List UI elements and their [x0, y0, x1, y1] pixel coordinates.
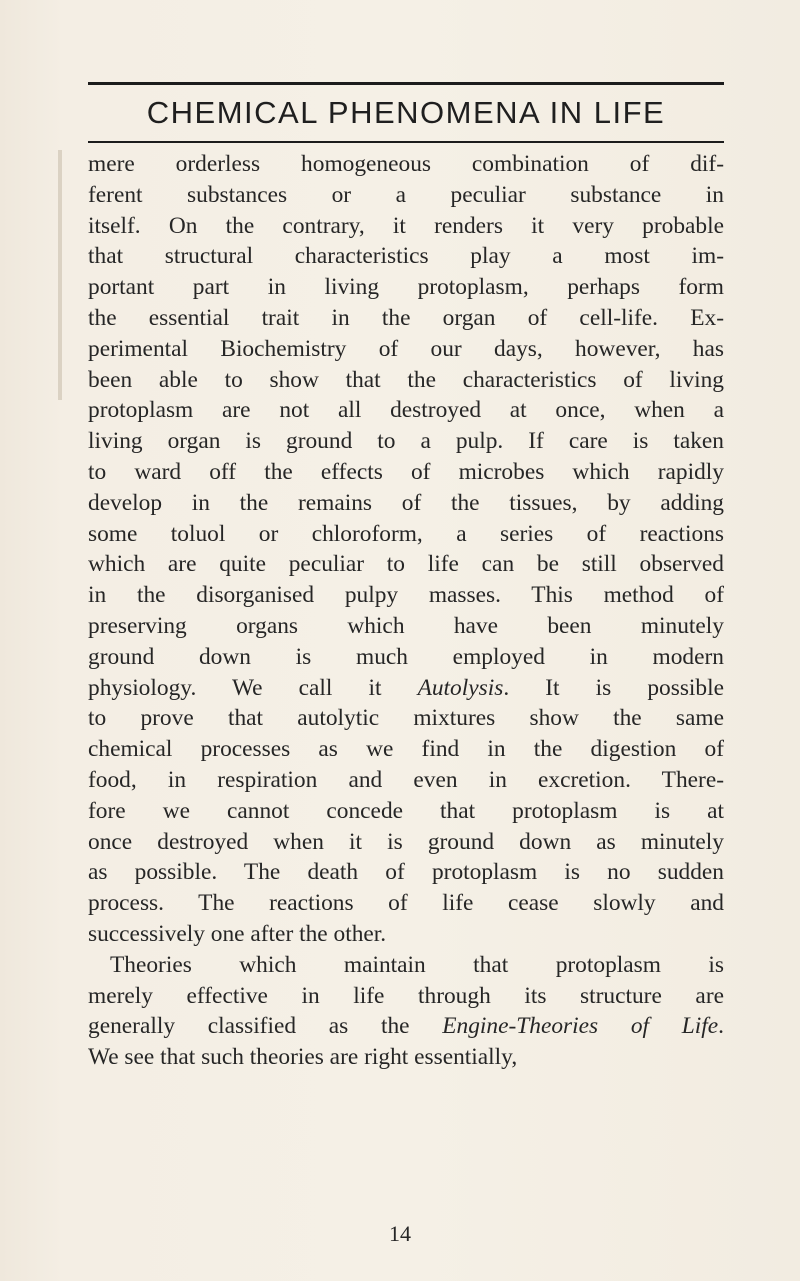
text-line: We see that such theories are right essentially,: [88, 1044, 518, 1071]
italic-term: Autolysis: [417, 674, 504, 701]
text-line: food, in respiration and even in excretion. There-: [88, 766, 724, 793]
text-line: itself. On the contrary, it renders it very probable: [88, 212, 724, 239]
text-line: that structural characteristics play a most im-: [88, 243, 724, 270]
text-line: successively one after the other.: [88, 920, 387, 947]
text-line: develop in the remains of the tissues, by adding: [88, 489, 724, 516]
text-line: once destroyed when it is ground down as minutely: [88, 828, 724, 855]
text-line: fore we cannot concede that protoplasm is at: [88, 797, 724, 824]
text-line: to ward off the effects of microbes which rapidly: [88, 458, 724, 485]
text-segment: physiology. We call it: [88, 674, 418, 701]
text-line: which are quite peculiar to life can be still observed: [88, 551, 724, 578]
text-segment: generally classified as the: [88, 1013, 443, 1040]
text-line: ground down is much employed in modern: [88, 643, 724, 670]
text-line: mere orderless homogeneous combination of dif-: [88, 151, 724, 177]
text-line: in the disorganised pulpy masses. This method of: [88, 582, 724, 609]
text-line: chemical processes as we find in the digestion of: [88, 736, 724, 763]
text-line: protoplasm are not all destroyed at once, when a: [88, 397, 724, 424]
text-line: the essential trait in the organ of cell-life. Ex-: [88, 304, 724, 331]
text-line: perimental Biochemistry of our days, however, has: [88, 335, 724, 362]
text-segment: . It is possible: [503, 674, 724, 701]
text-line: living organ is ground to a pulp. If care is taken: [88, 428, 724, 455]
text-line: preserving organs which have been minutely: [88, 612, 724, 639]
header-rule-top: [88, 82, 724, 85]
text-line: ferent substances or a peculiar substance in: [88, 181, 724, 208]
text-line: some toluol or chloroform, a series of reactions: [88, 520, 724, 547]
text-line: been able to show that the characteristics of living: [88, 366, 724, 393]
text-line: as possible. The death of protoplasm is no sudden: [88, 859, 724, 886]
text-line: process. The reactions of life cease slowly and: [88, 890, 724, 917]
header-rule-bottom: [88, 141, 724, 143]
text-line: portant part in living protoplasm, perhaps form: [88, 274, 724, 301]
text-line: [88, 673, 724, 704]
running-head: CHEMICAL PHENOMENA IN LIFE: [146, 95, 666, 130]
text-line: [88, 1011, 724, 1042]
body-text: [88, 149, 724, 1073]
page-margin-shadow: [58, 150, 62, 400]
page-number: 14: [389, 1221, 411, 1246]
text-line: merely effective in life through its structure are: [88, 982, 724, 1009]
text-line: to prove that autolytic mixtures show the same: [88, 705, 724, 732]
text-line: Theories which maintain that protoplasm is: [110, 951, 724, 978]
text-segment: .: [718, 1013, 724, 1040]
italic-term: Engine-Theories of Life: [442, 1013, 719, 1040]
